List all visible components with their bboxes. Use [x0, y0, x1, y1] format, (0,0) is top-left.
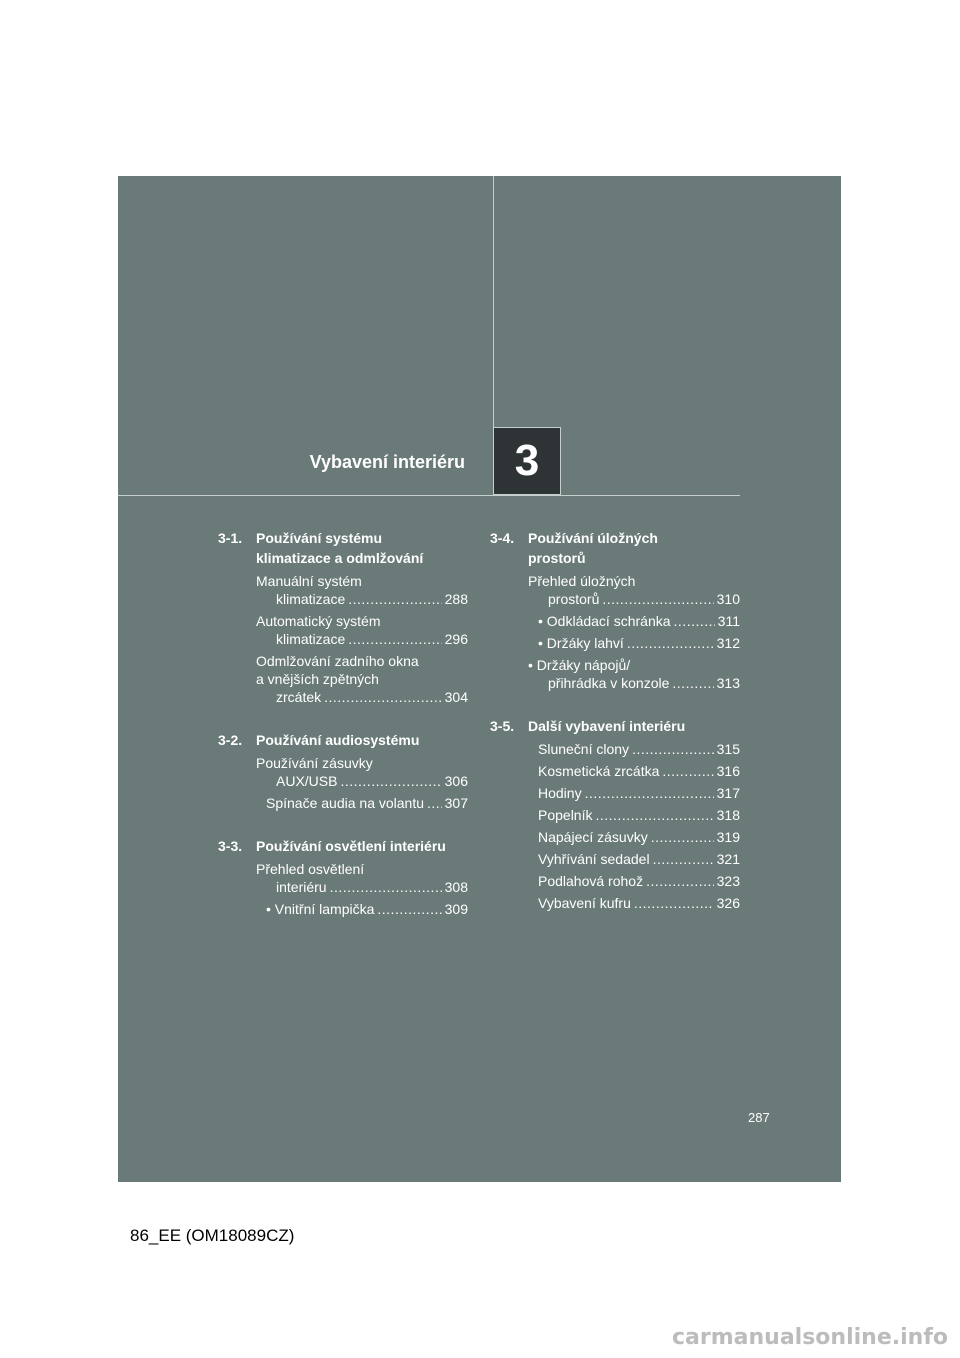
- entry-row: [266, 688, 468, 706]
- toc-column-left: [218, 528, 468, 942]
- toc-section: [218, 730, 468, 812]
- entry-row: [266, 772, 468, 790]
- toc-entry[interactable]: [256, 754, 468, 790]
- document-code: 86_EE (OM18089CZ): [130, 1226, 295, 1245]
- toc-entry[interactable]: [528, 656, 740, 692]
- entry-page-number: 306: [444, 773, 468, 789]
- toc-section: [218, 836, 468, 918]
- toc-entry[interactable]: [256, 794, 468, 812]
- entry-label: Popelník: [538, 807, 593, 823]
- entry-row: [538, 740, 740, 758]
- entry-label: zrcátek: [276, 689, 322, 705]
- dot-leader: [672, 674, 713, 692]
- entry-label: Spínače audia na volantu: [266, 795, 425, 811]
- section-title: [256, 730, 468, 750]
- entry-page-number: 321: [716, 851, 740, 867]
- entry-row: [538, 872, 740, 890]
- toc-section: [490, 528, 740, 692]
- entry-label: Vyhřívání sedadel: [538, 851, 650, 867]
- entry-label: • Odkládací schránka: [538, 613, 671, 629]
- dot-leader: [627, 634, 714, 652]
- dot-leader: [427, 794, 442, 812]
- section-heading: [218, 730, 468, 750]
- entry-row: [266, 630, 468, 648]
- entry-text-line: • Držáky nápojů/: [528, 657, 631, 673]
- entry-row: [538, 762, 740, 780]
- section-title-line: Používání úložných: [528, 530, 658, 546]
- entry-row: [538, 590, 740, 608]
- toc-entry[interactable]: [528, 828, 740, 846]
- section-title: [256, 528, 468, 568]
- section-heading: [490, 528, 740, 568]
- dot-leader: [330, 878, 442, 896]
- chapter-number: 3: [514, 436, 540, 485]
- toc-entry[interactable]: [256, 572, 468, 608]
- entry-page-number: 304: [444, 689, 468, 705]
- dot-leader: [632, 740, 714, 758]
- entry-page-number: 313: [716, 675, 740, 691]
- dot-leader: [651, 828, 714, 846]
- entry-page-number: 288: [444, 591, 468, 607]
- entry-row: [538, 894, 740, 912]
- chapter-title: Vybavení interiéru: [309, 452, 465, 472]
- chapter-number-box: [493, 427, 561, 495]
- entry-row: [266, 900, 468, 918]
- section-number: 3-4.: [490, 530, 515, 546]
- section-title-line: Používání audiosystému: [256, 732, 420, 748]
- entry-page-number: 326: [716, 895, 740, 911]
- entry-page-number: 308: [444, 879, 468, 895]
- toc-entry[interactable]: [256, 860, 468, 896]
- toc-entry[interactable]: [528, 894, 740, 912]
- section-title-line: Používání systému: [256, 530, 383, 546]
- toc-entry[interactable]: [528, 740, 740, 758]
- entry-page-number: 316: [716, 763, 740, 779]
- dot-leader: [646, 872, 714, 890]
- toc-entry[interactable]: [528, 872, 740, 890]
- toc-entry[interactable]: [528, 612, 740, 630]
- entry-row: [266, 878, 468, 896]
- toc-entry[interactable]: [256, 652, 468, 706]
- entry-page-number: 318: [716, 807, 740, 823]
- toc-column-right: [490, 528, 740, 936]
- dot-leader: [585, 784, 714, 802]
- vertical-divider: [493, 176, 494, 427]
- page-number: 287: [748, 1110, 770, 1125]
- toc-entry[interactable]: [528, 850, 740, 868]
- dot-leader: [324, 688, 442, 706]
- entry-label: Vybavení kufru: [538, 895, 631, 911]
- entry-label: • Držáky lahví: [538, 635, 624, 651]
- dot-leader: [595, 806, 713, 824]
- entry-text-line: a vnějších zpětných: [256, 671, 379, 687]
- dot-leader: [662, 762, 713, 780]
- entry-row: [538, 850, 740, 868]
- entry-row: [538, 612, 740, 630]
- entry-page-number: 312: [716, 635, 740, 651]
- entry-label: klimatizace: [276, 631, 346, 647]
- toc-entry[interactable]: [256, 612, 468, 648]
- section-title-line: prostorů: [528, 550, 586, 566]
- dot-leader: [602, 590, 713, 608]
- entry-label: AUX/USB: [276, 773, 338, 789]
- section-number: 3-1.: [218, 530, 243, 546]
- toc-entry[interactable]: [256, 900, 468, 918]
- entry-text-line: Odmlžování zadního okna: [256, 653, 419, 669]
- entry-page-number: 310: [716, 591, 740, 607]
- section-title: [528, 716, 740, 736]
- horizontal-divider: [118, 495, 740, 496]
- entry-row: [538, 674, 740, 692]
- entry-page-number: 311: [717, 613, 740, 629]
- entry-page-number: 323: [716, 873, 740, 889]
- section-number: 3-3.: [218, 838, 243, 854]
- section-title: [528, 528, 740, 568]
- toc-section: [218, 528, 468, 706]
- dot-leader: [653, 850, 714, 868]
- entry-page-number: 309: [444, 901, 468, 917]
- toc-section: [490, 716, 740, 912]
- entry-row: [538, 806, 740, 824]
- entry-text-line: Manuální systém: [256, 573, 362, 589]
- entry-text-line: Přehled osvětlení: [256, 861, 365, 877]
- toc-entry[interactable]: [528, 806, 740, 824]
- section-title: [256, 836, 468, 856]
- section-heading: [218, 528, 468, 568]
- entry-page-number: 315: [716, 741, 740, 757]
- section-number: 3-2.: [218, 732, 243, 748]
- entry-label: přihrádka v konzole: [548, 675, 670, 691]
- entry-text-line: Přehled úložných: [528, 573, 636, 589]
- entry-label: Napájecí zásuvky: [538, 829, 648, 845]
- entry-page-number: 317: [716, 785, 740, 801]
- entry-page-number: 307: [444, 795, 468, 811]
- toc-entry[interactable]: [528, 572, 740, 608]
- dot-leader: [377, 900, 441, 918]
- section-heading: [218, 836, 468, 856]
- entry-row: [538, 828, 740, 846]
- section-title-line: Používání osvětlení interiéru: [256, 838, 446, 854]
- entry-row: [266, 590, 468, 608]
- section-heading: [490, 716, 740, 736]
- dot-leader: [340, 772, 441, 790]
- section-number: 3-5.: [490, 718, 515, 734]
- entry-row: [538, 784, 740, 802]
- toc-entry[interactable]: [528, 784, 740, 802]
- entry-label: interiéru: [276, 879, 327, 895]
- entry-page-number: 296: [444, 631, 468, 647]
- entry-page-number: 319: [716, 829, 740, 845]
- entry-row: [538, 634, 740, 652]
- entry-row: [266, 794, 468, 812]
- toc-entry[interactable]: [528, 762, 740, 780]
- dot-leader: [634, 894, 714, 912]
- entry-text-line: Automatický systém: [256, 613, 381, 629]
- watermark: carmanualsonline.info: [672, 1325, 948, 1350]
- entry-label: klimatizace: [276, 591, 346, 607]
- section-title-line: klimatizace a odmlžování: [256, 550, 424, 566]
- toc-entry[interactable]: [528, 634, 740, 652]
- dot-leader: [348, 590, 441, 608]
- dot-leader: [348, 630, 441, 648]
- section-title-line: Další vybavení interiéru: [528, 718, 686, 734]
- dot-leader: [674, 612, 715, 630]
- entry-label: Sluneční clony: [538, 741, 630, 757]
- entry-label: Podlahová rohož: [538, 873, 644, 889]
- entry-text-line: Používání zásuvky: [256, 755, 373, 771]
- entry-label: Kosmetická zrcátka: [538, 763, 660, 779]
- entry-label: prostorů: [548, 591, 600, 607]
- entry-label: • Vnitřní lampička: [266, 901, 375, 917]
- entry-label: Hodiny: [538, 785, 582, 801]
